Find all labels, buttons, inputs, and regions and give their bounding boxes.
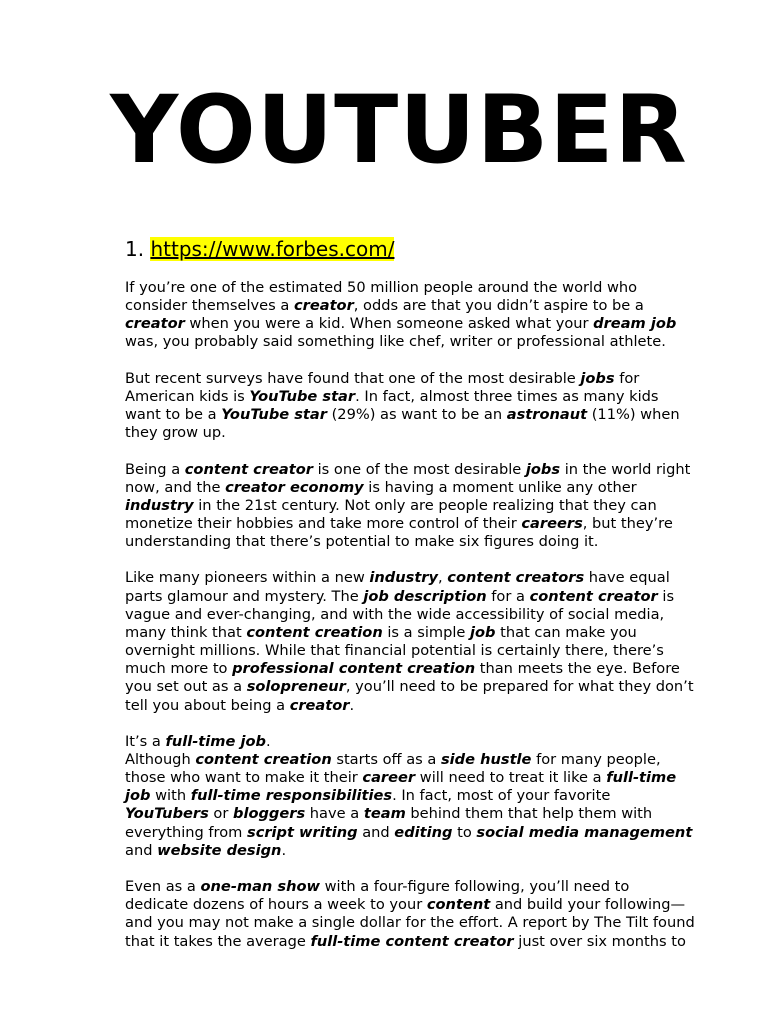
- emphasis-text: creator: [293, 297, 354, 315]
- text-line: [125, 697, 725, 715]
- paragraph: [125, 279, 725, 352]
- text-run: for: [614, 369, 640, 387]
- text-run: they grow up.: [125, 424, 226, 442]
- text-run: American kids is: [125, 387, 250, 405]
- text-run: starts off as a: [331, 751, 441, 768]
- text-run: in the 21st century. Not only are people realizing that they can: [193, 496, 657, 514]
- text-line: [125, 660, 725, 678]
- text-run: . In fact, almost three times as many kids: [355, 387, 659, 405]
- text-run: was, you probably said something like chef, writer or professional athlete.: [125, 333, 666, 351]
- text-run: (29%) as want to be an: [326, 406, 507, 424]
- text-line: [125, 297, 725, 315]
- paragraph: [125, 733, 725, 860]
- emphasis-text: YouTube star: [249, 387, 356, 405]
- text-line: [125, 624, 725, 642]
- emphasis-text: website design: [157, 841, 282, 859]
- emphasis-text: creator: [289, 696, 350, 714]
- text-run: have a: [305, 805, 364, 823]
- emphasis-text: content creators: [447, 569, 585, 587]
- text-run: just over six months to: [513, 932, 686, 950]
- text-run: .: [281, 841, 287, 859]
- emphasis-text: one-man show: [200, 878, 320, 896]
- document-title: YOUTUBER: [110, 76, 688, 185]
- emphasis-text: full-time job: [165, 732, 266, 750]
- emphasis-text: career: [362, 769, 416, 787]
- paragraph: [125, 878, 725, 951]
- text-run: now, and the: [125, 478, 226, 496]
- text-run: tell you about being a: [125, 696, 290, 714]
- emphasis-text: creator economy: [225, 478, 364, 496]
- text-line: [125, 751, 725, 769]
- text-line: [125, 406, 725, 424]
- text-run: that can make you: [495, 623, 637, 641]
- text-line: [125, 914, 725, 932]
- text-run: vague and ever-changing, and with the wide accessibility of social media,: [125, 605, 665, 623]
- text-run: with a four-figure following, you’ll need to: [319, 878, 630, 896]
- text-run: that it takes the average: [125, 932, 311, 950]
- text-run: .: [349, 696, 355, 714]
- text-run: overnight millions. While that financial potential is certainly there, there’s: [125, 642, 664, 660]
- text-line: [125, 896, 725, 914]
- emphasis-text: creator: [125, 315, 185, 333]
- text-run: and: [125, 841, 158, 859]
- text-line: [125, 878, 725, 896]
- text-run: If you’re one of the estimated 50 million people around the world who: [125, 279, 638, 296]
- text-run: and you may not make a single dollar for the effort. A report by The Tilt found: [125, 914, 695, 932]
- emphasis-text: industry: [369, 569, 439, 587]
- text-run: Even as a: [125, 878, 201, 896]
- text-line: [125, 733, 725, 751]
- text-run: , but they’re: [582, 515, 673, 532]
- emphasis-text: full-time responsibilities: [190, 787, 393, 805]
- text-run: Being a: [125, 460, 185, 478]
- text-line: [125, 569, 725, 587]
- emphasis-text: side hustle: [440, 751, 532, 768]
- text-run: you set out as a: [125, 678, 247, 696]
- text-line: [125, 388, 725, 406]
- text-run: have equal: [584, 569, 670, 587]
- emphasis-text: job: [470, 623, 496, 641]
- text-run: those who want to make it their: [125, 769, 363, 787]
- text-line: [125, 769, 725, 787]
- text-run: understanding that there’s potential to make six figures doing it.: [125, 533, 599, 551]
- text-run: is: [657, 587, 675, 605]
- text-line: [125, 678, 725, 696]
- text-run: behind them that help them with: [405, 805, 653, 823]
- source-link[interactable]: https://www.forbes.com/: [150, 237, 395, 261]
- text-run: Like many pioneers within a new: [125, 569, 370, 587]
- text-line: [125, 370, 725, 388]
- emphasis-text: content creator: [184, 460, 313, 478]
- emphasis-text: YouTubers: [125, 805, 209, 823]
- text-line: [125, 588, 725, 606]
- text-run: for many people,: [531, 751, 661, 768]
- text-run: for a: [486, 587, 530, 605]
- text-run: .: [265, 732, 271, 750]
- text-run: parts glamour and mystery. The: [125, 587, 364, 605]
- text-run: to: [452, 823, 477, 841]
- text-run: But recent surveys have found that one of the most desirable: [125, 369, 581, 387]
- text-run: It’s a: [125, 732, 166, 750]
- emphasis-text: full-time content creator: [310, 932, 514, 950]
- text-run: , you’ll need to be prepared for what they don’t: [345, 678, 694, 696]
- text-line: [125, 479, 725, 497]
- paragraph: [125, 461, 725, 552]
- text-run: is one of the most desirable: [312, 460, 526, 478]
- text-line: [125, 842, 725, 860]
- emphasis-text: astronaut: [506, 406, 588, 424]
- text-run: will need to treat it like a: [415, 769, 607, 787]
- text-line: [125, 642, 725, 660]
- text-run: than meets the eye. Before: [475, 660, 680, 678]
- emphasis-text: full-time: [606, 769, 677, 787]
- source-reference: [125, 236, 394, 262]
- text-run: is having a moment unlike any other: [363, 478, 637, 496]
- emphasis-text: team: [363, 805, 406, 823]
- text-run: in the world right: [560, 460, 691, 478]
- emphasis-text: industry: [125, 496, 194, 514]
- text-run: with: [150, 787, 191, 805]
- text-run: want to be a: [125, 406, 222, 424]
- text-run: much more to: [125, 660, 233, 678]
- text-run: and: [357, 823, 395, 841]
- text-run: or: [208, 805, 234, 823]
- emphasis-text: professional content creation: [232, 660, 476, 678]
- article-body: [125, 279, 725, 969]
- source-number: 1.: [125, 237, 145, 261]
- text-line: [125, 606, 725, 624]
- emphasis-text: content creation: [246, 623, 383, 641]
- text-line: [125, 424, 725, 442]
- text-run: everything from: [125, 823, 248, 841]
- text-run: . In fact, most of your favorite: [392, 787, 611, 805]
- emphasis-text: jobs: [580, 369, 615, 387]
- emphasis-text: YouTube star: [221, 406, 327, 424]
- emphasis-text: careers: [521, 515, 583, 532]
- emphasis-text: job: [125, 787, 151, 805]
- emphasis-text: jobs: [525, 460, 561, 478]
- text-line: [125, 805, 725, 823]
- emphasis-text: dream job: [593, 315, 677, 333]
- text-run: ,: [438, 569, 448, 587]
- text-line: [125, 279, 725, 297]
- text-run: consider themselves a: [125, 297, 294, 315]
- text-run: is a simple: [382, 623, 471, 641]
- paragraph: [125, 370, 725, 443]
- text-line: [125, 515, 725, 533]
- text-line: [125, 315, 725, 333]
- text-line: [125, 497, 725, 515]
- emphasis-text: content: [426, 896, 491, 914]
- emphasis-text: content creation: [195, 751, 332, 768]
- emphasis-text: job description: [363, 587, 487, 605]
- text-run: many think that: [125, 623, 247, 641]
- text-line: [125, 933, 725, 951]
- text-line: [125, 533, 725, 551]
- emphasis-text: social media management: [476, 823, 693, 841]
- text-line: [125, 824, 725, 842]
- text-run: (11%) when: [587, 406, 680, 424]
- emphasis-text: bloggers: [233, 805, 306, 823]
- emphasis-text: editing: [394, 823, 453, 841]
- text-run: monetize their hobbies and take more control of their: [125, 515, 522, 532]
- text-run: , odds are that you didn’t aspire to be a: [353, 297, 644, 315]
- text-run: dedicate dozens of hours a week to your: [125, 896, 427, 914]
- emphasis-text: solopreneur: [246, 678, 346, 696]
- text-line: [125, 461, 725, 479]
- text-run: Although: [125, 751, 196, 768]
- text-run: when you were a kid. When someone asked what your: [184, 315, 594, 333]
- emphasis-text: script writing: [247, 823, 358, 841]
- text-line: [125, 787, 725, 805]
- emphasis-text: content creator: [529, 587, 658, 605]
- text-line: [125, 333, 725, 351]
- text-run: and build your following—: [490, 896, 686, 914]
- paragraph: [125, 569, 725, 714]
